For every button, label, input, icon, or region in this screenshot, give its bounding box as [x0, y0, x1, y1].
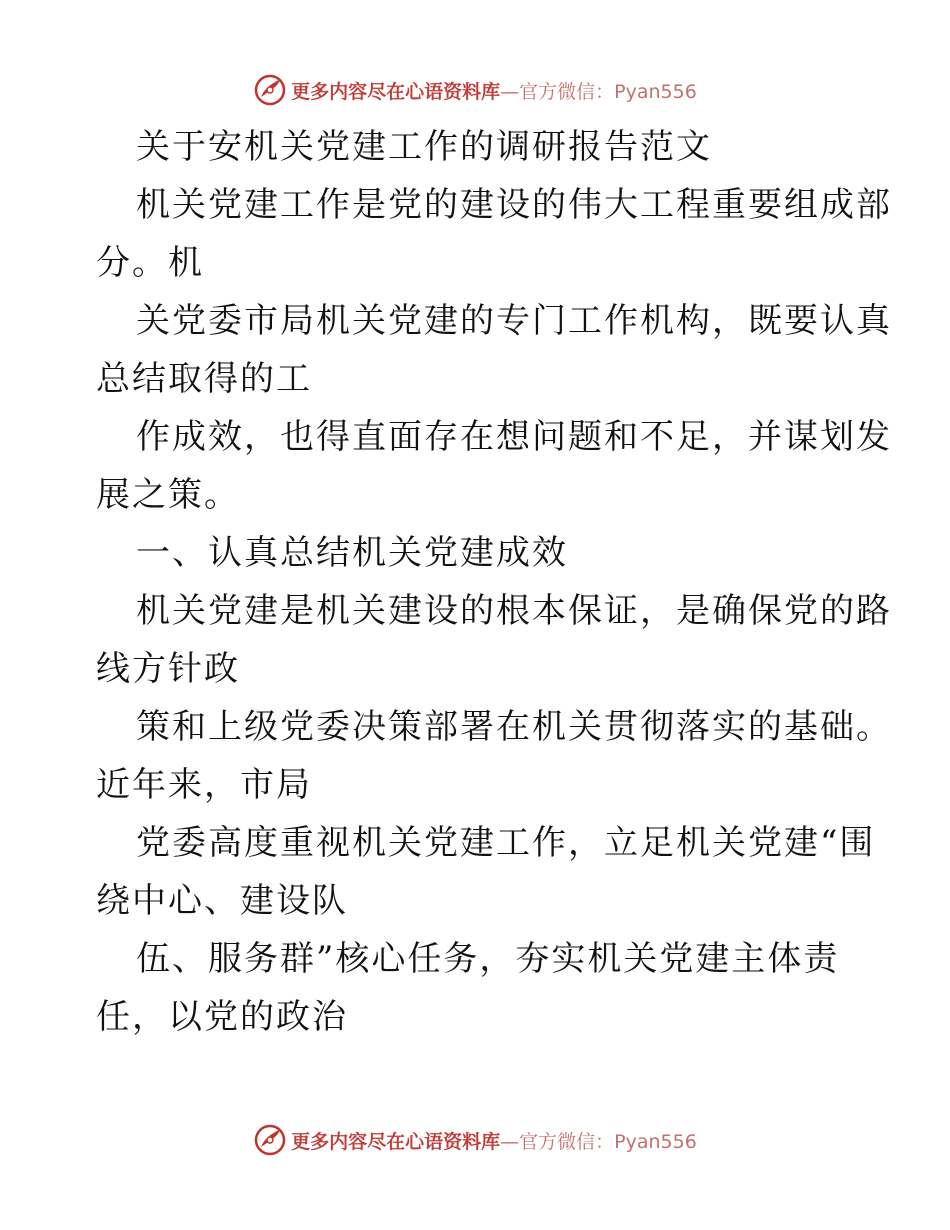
text-line: 分。机: [96, 243, 204, 283]
watermark-contact: —官方微信：Pyan556: [500, 80, 697, 103]
watermark-header: [0, 70, 950, 110]
text-line: 绕中心、建设队: [96, 881, 348, 921]
pen-logo-icon: [253, 1123, 287, 1157]
pen-logo-icon: [253, 73, 287, 107]
text-line: 机关党建是机关建设的根本保证，是确保党的路: [136, 591, 892, 631]
text-line: 伍、服务群”核心任务，夯实机关党建主体责: [136, 939, 840, 979]
text-line: 作成效，也得直面存在想问题和不足，并谋划发: [136, 417, 892, 457]
text-line: 机关党建工作是党的建设的伟大工程重要组成部: [136, 185, 892, 225]
watermark-text: [291, 77, 697, 104]
watermark-text: [291, 1127, 697, 1154]
text-line: 总结取得的工: [96, 359, 312, 399]
text-line: 党委高度重视机关党建工作，立足机关党建“围: [136, 823, 876, 863]
text-line: 近年来，市局: [96, 765, 312, 805]
text-line: 一、认真总结机关党建成效: [136, 533, 568, 573]
watermark-contact: —官方微信：Pyan556: [500, 1130, 697, 1153]
text-line: 展之策。: [96, 475, 240, 515]
document-body: [96, 118, 892, 1046]
watermark-footer: [0, 1120, 950, 1160]
text-line: 关于安机关党建工作的调研报告范文: [136, 127, 712, 167]
text-line: 任，以党的政治: [96, 997, 348, 1037]
text-line: 线方针政: [96, 649, 240, 689]
text-line: 策和上级党委决策部署在机关贯彻落实的基础。: [136, 707, 892, 747]
watermark-brand: 更多内容尽在心语资料库: [291, 80, 501, 103]
watermark-brand: 更多内容尽在心语资料库: [291, 1130, 501, 1153]
text-line: 关党委市局机关党建的专门工作机构，既要认真: [136, 301, 892, 341]
